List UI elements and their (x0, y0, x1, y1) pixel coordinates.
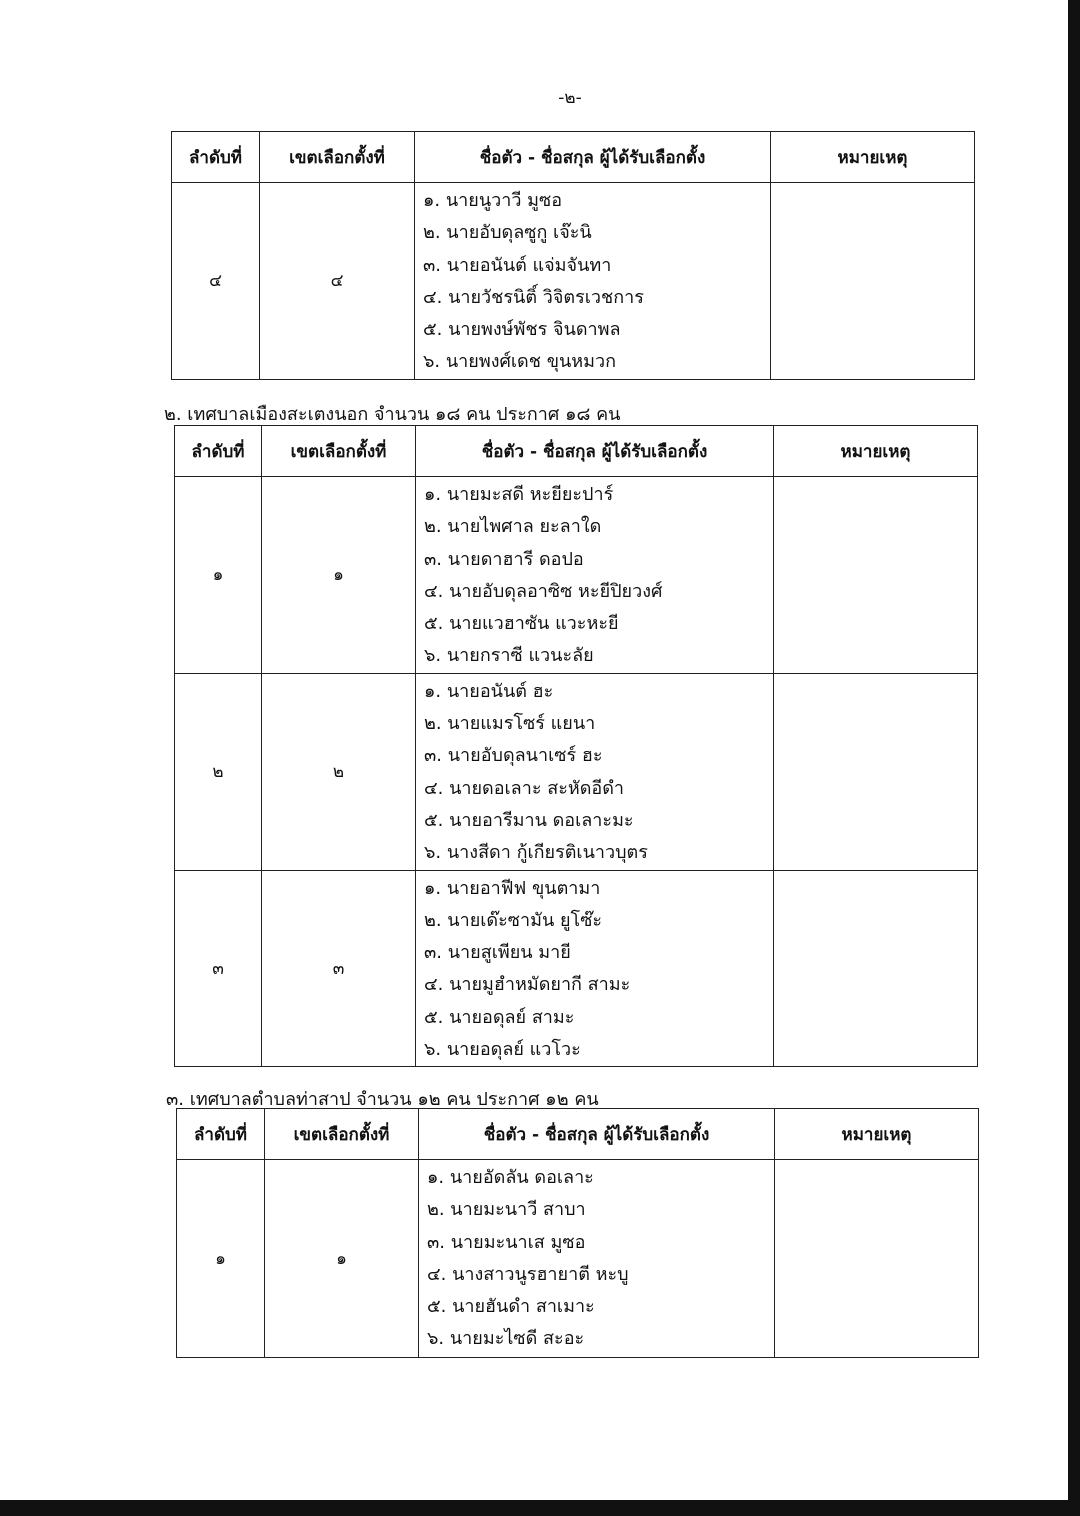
elected-name: ๖. นายมะไซดี สะอะ (427, 1328, 585, 1350)
row-remark (771, 183, 975, 380)
elected-name: ๕. นายพงษ์พัชร จินดาพล (423, 319, 621, 341)
row-district: ๓ (262, 870, 416, 1067)
elected-name: ๔. นายดอเลาะ สะหัดอีดำ (424, 777, 625, 799)
elected-name: ๕. นายอารีมาน ดอเลาะมะ (424, 809, 634, 831)
table-row (175, 870, 978, 1067)
section-2-heading: ๒. เทศบาลเมืองสะเตงนอก จำนวน ๑๘ คน ประกาศ ๑๘ คน (164, 404, 621, 425)
row-order: ๑ (177, 1160, 265, 1358)
elected-name: ๑. นายมะสดี หะยียะปาร์ (424, 484, 614, 505)
col-header-district: เขตเลือกตั้งที่ (265, 1109, 419, 1160)
col-header-remark: หมายเหตุ (771, 132, 975, 183)
col-header-district: เขตเลือกตั้งที่ (262, 426, 416, 477)
table-2 (174, 425, 978, 1067)
elected-name: ๓. นายอับดุลนาเซร์ ฮะ (424, 745, 603, 767)
elected-name: ๔. นายมูฮำหมัดยากี สามะ (424, 974, 631, 996)
col-header-order: ลำดับที่ (177, 1109, 265, 1160)
elected-name: ๖. นายพงศ์เดช ขุนหมวก (423, 351, 617, 373)
table-row (175, 673, 978, 870)
elected-name: ๕. นายฮันดำ สาเมาะ (427, 1296, 595, 1318)
table-3 (176, 1108, 979, 1358)
col-header-remark: หมายเหตุ (775, 1109, 979, 1160)
page-number: -๒- (558, 88, 582, 108)
row-order: ๑ (175, 477, 262, 674)
elected-name: ๓. นายดาฮารี ดอปอ (424, 548, 584, 570)
col-header-district: เขตเลือกตั้งที่ (260, 132, 415, 183)
elected-name: ๒. นายมะนาวี สาบา (427, 1199, 586, 1221)
elected-name: ๑. นายอนันต์ ฮะ (424, 680, 554, 702)
elected-name: ๓. นายอนันต์ แจ่มจันทา (423, 254, 612, 276)
elected-name: ๓. นายสูเพียน มายี (424, 942, 571, 964)
row-district: ๔ (260, 183, 415, 380)
col-header-names: ชื่อตัว - ชื่อสกุล ผู้ได้รับเลือกตั้ง (419, 1109, 775, 1160)
row-remark (774, 673, 978, 870)
elected-names (416, 673, 774, 870)
elected-names (419, 1160, 775, 1358)
elected-name: ๒. นายอับดุลซูกู เจ๊ะนิ (423, 222, 592, 244)
row-remark (775, 1160, 979, 1358)
col-header-remark: หมายเหตุ (774, 426, 978, 477)
table-1 (171, 131, 975, 380)
table-row (177, 1160, 979, 1358)
table-header-row (175, 426, 978, 477)
elected-name: ๖. นางสีดา กู้เกียรติเนาวบุตร (424, 842, 648, 864)
elected-name: ๒. นายแมรโซร์ แยนา (424, 713, 596, 735)
elected-names (416, 870, 774, 1067)
elected-names (416, 477, 774, 674)
elected-name: ๕. นายอดุลย์ สามะ (424, 1006, 575, 1028)
col-header-order: ลำดับที่ (175, 426, 262, 477)
section-3-heading: ๓. เทศบาลตำบลท่าสาป จำนวน ๑๒ คน ประกาศ ๑๒ คน (166, 1089, 599, 1110)
elected-name: ๔. นายวัชรนิติ์ วิจิตรเวชการ (423, 286, 644, 308)
row-order: ๔ (172, 183, 260, 380)
table-header-row (172, 132, 975, 183)
col-header-order: ลำดับที่ (172, 132, 260, 183)
elected-name: ๑. นายนูวาวี มูซอ (423, 190, 563, 211)
elected-name: ๔. นางสาวนูรฮายาตี หะบู (427, 1263, 629, 1285)
row-district: ๒ (262, 673, 416, 870)
elected-name: ๖. นายอดุลย์ แวโวะ (424, 1039, 581, 1061)
elected-name: ๔. นายอับดุลอาซิซ หะยีปิยวงศ์ (424, 580, 663, 602)
row-district: ๑ (265, 1160, 419, 1358)
row-remark (774, 870, 978, 1067)
elected-name: ๒. นายไพศาล ยะลาใด (424, 516, 602, 538)
elected-names (415, 183, 771, 380)
row-district: ๑ (262, 477, 416, 674)
table-row (172, 183, 975, 380)
elected-name: ๕. นายแวฮาซัน แวะหะยี (424, 613, 619, 635)
col-header-names: ชื่อตัว - ชื่อสกุล ผู้ได้รับเลือกตั้ง (415, 132, 771, 183)
table-row (175, 477, 978, 674)
elected-name: ๑. นายอาฟีฟ ขุนตามา (424, 877, 601, 899)
elected-name: ๒. นายเด๊ะซามัน ยูโซ๊ะ (424, 909, 603, 931)
col-header-names: ชื่อตัว - ชื่อสกุล ผู้ได้รับเลือกตั้ง (416, 426, 774, 477)
elected-name: ๑. นายอัดลัน ดอเลาะ (427, 1167, 594, 1188)
elected-name: ๓. นายมะนาเส มูซอ (427, 1231, 586, 1253)
row-remark (774, 477, 978, 674)
row-order: ๓ (175, 870, 262, 1067)
table-header-row (177, 1109, 979, 1160)
row-order: ๒ (175, 673, 262, 870)
elected-name: ๖. นายกราซี แวนะลัย (424, 645, 594, 667)
